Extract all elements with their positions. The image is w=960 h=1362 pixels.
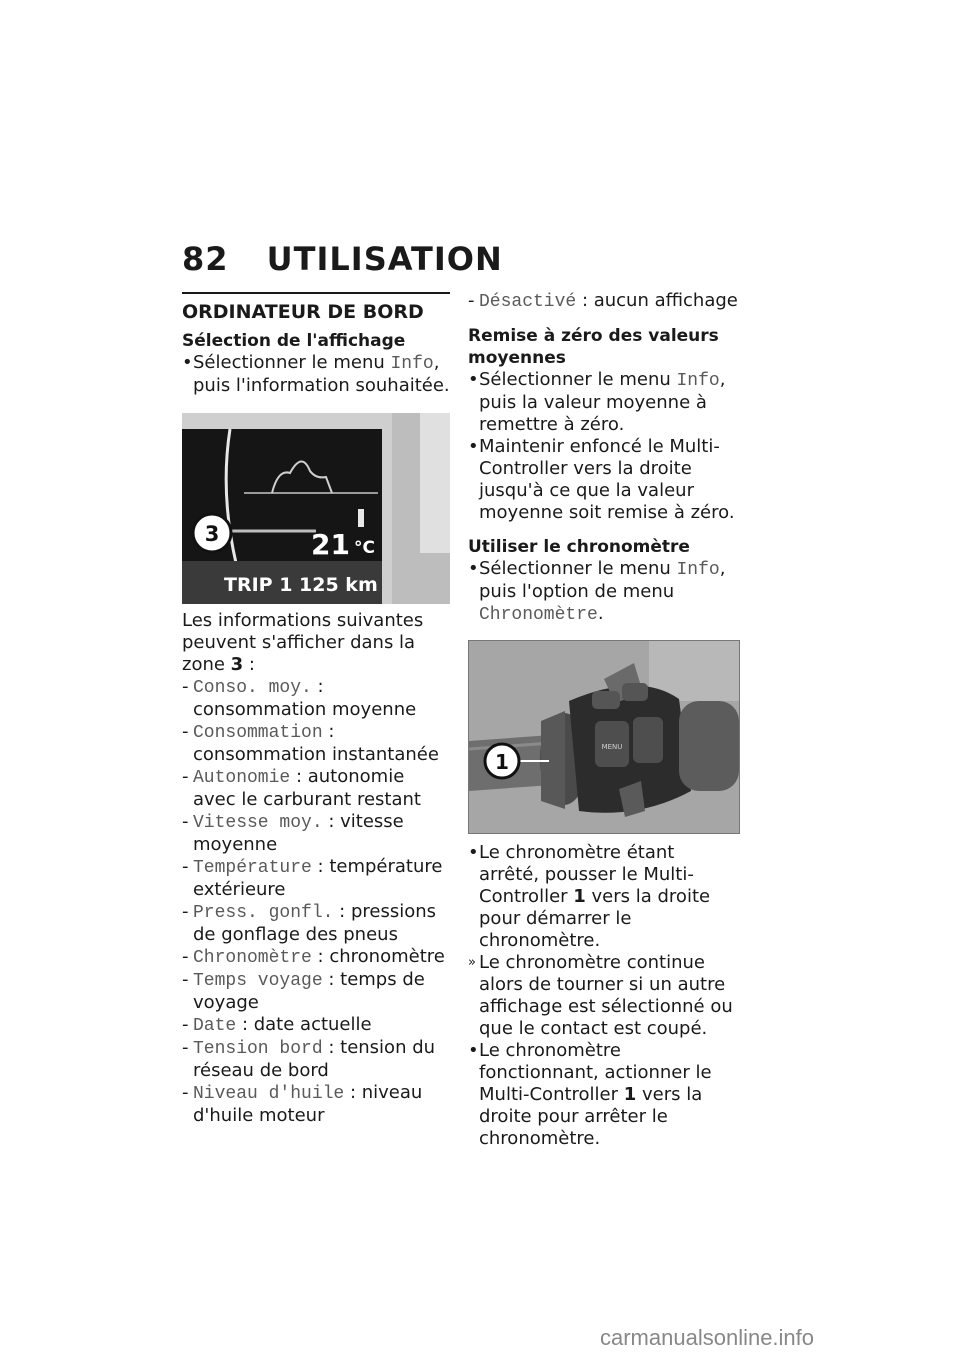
left-column [182, 292, 450, 1127]
page-number: 82 [182, 240, 229, 278]
info-item-vitesse-moy: - Vitesse moy. : vitesse moyenne [182, 811, 404, 855]
bullet: • [182, 352, 193, 373]
info-item-autonomie: - Autonomie : autonomie avec le carburant restant [182, 766, 421, 810]
info-item-date: - Date : date actuelle [182, 1014, 372, 1036]
chrono-step-start: • Le chronomètre étant arrêté, pousser le Multi-Controller 1 vers la droite pour démarrer le chronomètre. [468, 842, 711, 951]
trip-readout: TRIP 1 125 km [224, 574, 378, 596]
chrono-result: » Le chronomètre continue alors de tourner si un autre affichage est sélectionné ou que le contact est coupé. [468, 952, 733, 1039]
page-title: UTILISATION [266, 240, 503, 278]
right-column [468, 290, 740, 1150]
handlebar-controls-figure [468, 640, 740, 834]
chrono-title: Utiliser le chronomètre [468, 537, 690, 557]
menu-button-label: MENU [601, 743, 623, 751]
temperature-unit: °C [354, 538, 375, 558]
info-item-conso-moy: - Conso. moy. : consommation moyenne [182, 676, 417, 720]
reset-step-hold: • Maintenir enfoncé le Multi-Controller vers la droite jusqu'à ce que la valeur moyenne soit remise à zéro. [468, 436, 735, 523]
intro-paragraph: Les informations suivantes peuvent s'afficher dans la zone 3 : [182, 610, 424, 675]
info-item-consommation: - Consommation : consommation instantanée [182, 721, 439, 765]
menu-code: Info [390, 354, 434, 374]
info-item-press-gonfl: - Press. gonfl. : pressions de gonflage des pneus [182, 901, 437, 945]
subsection-title: Sélection de l'affichage [182, 331, 406, 351]
reset-step-select: • Sélectionner le menu Info, puis la valeur moyenne à remettre à zéro. [468, 369, 726, 435]
info-item-tension-bord: - Tension bord : tension du réseau de bord [182, 1037, 436, 1081]
step-select-info: • Sélectionner le menu Info, puis l'information souhaitée. [182, 352, 450, 396]
zone-number: 3 [230, 654, 244, 675]
dashboard-display-figure [182, 413, 450, 604]
reset-title: Remise à zéro des valeurs moyennes [468, 326, 719, 368]
figure-callout-3: 3 [204, 522, 220, 546]
chrono-step-select: • Sélectionner le menu Info, puis l'option de menu Chronomètre. [468, 558, 726, 625]
info-item-chronometre: - Chronomètre : chronomètre [182, 946, 445, 968]
page-header [182, 240, 503, 278]
dashboard-display-illustration [182, 413, 450, 604]
info-item-niveau-huile: - Niveau d'huile : niveau d'huile moteur [182, 1082, 423, 1126]
info-item-temps-voyage: - Temps voyage : temps de voyage [182, 969, 425, 1013]
temperature-value: 21 [311, 528, 350, 561]
section-rule [182, 292, 450, 294]
info-item-desactive: - Désactivé : aucun affichage [468, 290, 738, 312]
chrono-step-stop: • Le chronomètre fonctionnant, actionner le Multi-Controller 1 vers la droite pour arrêter le chronomètre. [468, 1040, 712, 1149]
info-item-temperature: - Température : température extérieure [182, 856, 443, 900]
figure-callout-1: 1 [495, 750, 509, 774]
section-title: ORDINATEUR DE BORD [182, 301, 424, 323]
handlebar-controls-illustration [469, 641, 739, 833]
watermark-text: carmanualsonline.info [600, 1325, 815, 1350]
